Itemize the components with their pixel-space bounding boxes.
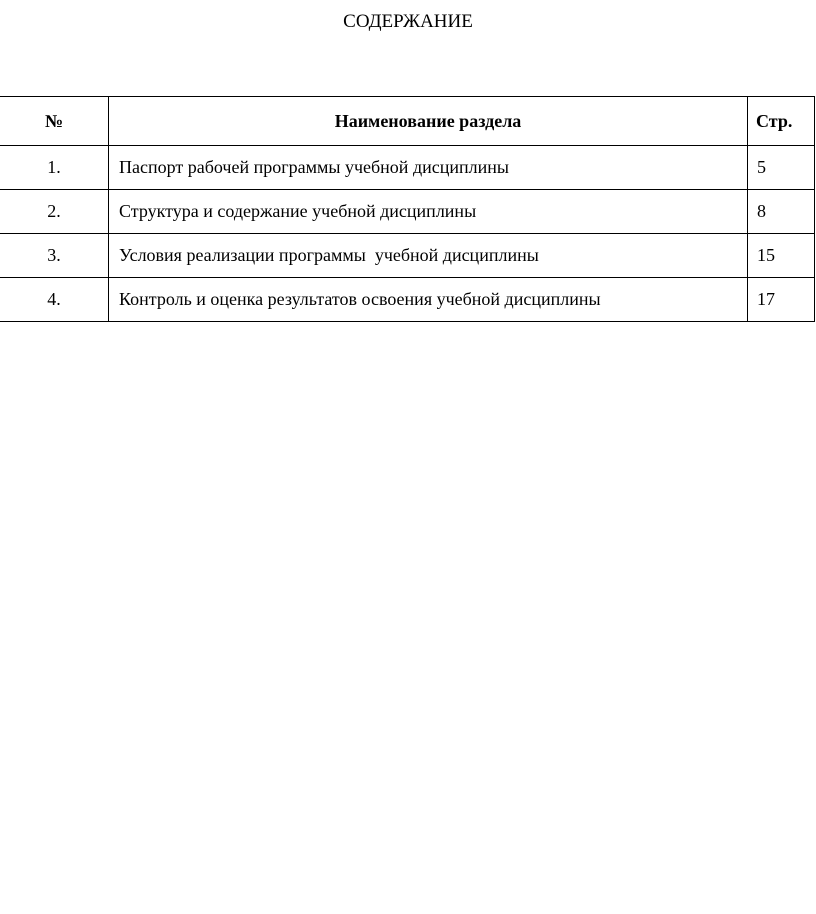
row-number: 4. [0,278,109,322]
table-header-row [0,97,815,146]
row-number: 2. [0,190,109,234]
row-number: 3. [0,234,109,278]
row-page: 5 [748,146,815,190]
row-page: 8 [748,190,815,234]
row-page: 15 [748,234,815,278]
page-title: СОДЕРЖАНИЕ [343,11,473,32]
row-page: 17 [748,278,815,322]
header-number: № [0,97,109,146]
table-row [0,234,815,278]
header-section-name: Наименование раздела [109,97,748,146]
table-row [0,278,815,322]
row-section-name: Условия реализации программы учебной дисциплины [109,234,748,278]
table-row [0,190,815,234]
header-page: Стр. [748,97,815,146]
row-number: 1. [0,146,109,190]
row-section-name: Структура и содержание учебной дисциплины [109,190,748,234]
row-section-name: Паспорт рабочей программы учебной дисциплины [109,146,748,190]
row-section-name: Контроль и оценка результатов освоения учебной дисциплины [109,278,748,322]
contents-table [0,96,815,322]
table-row [0,146,815,190]
